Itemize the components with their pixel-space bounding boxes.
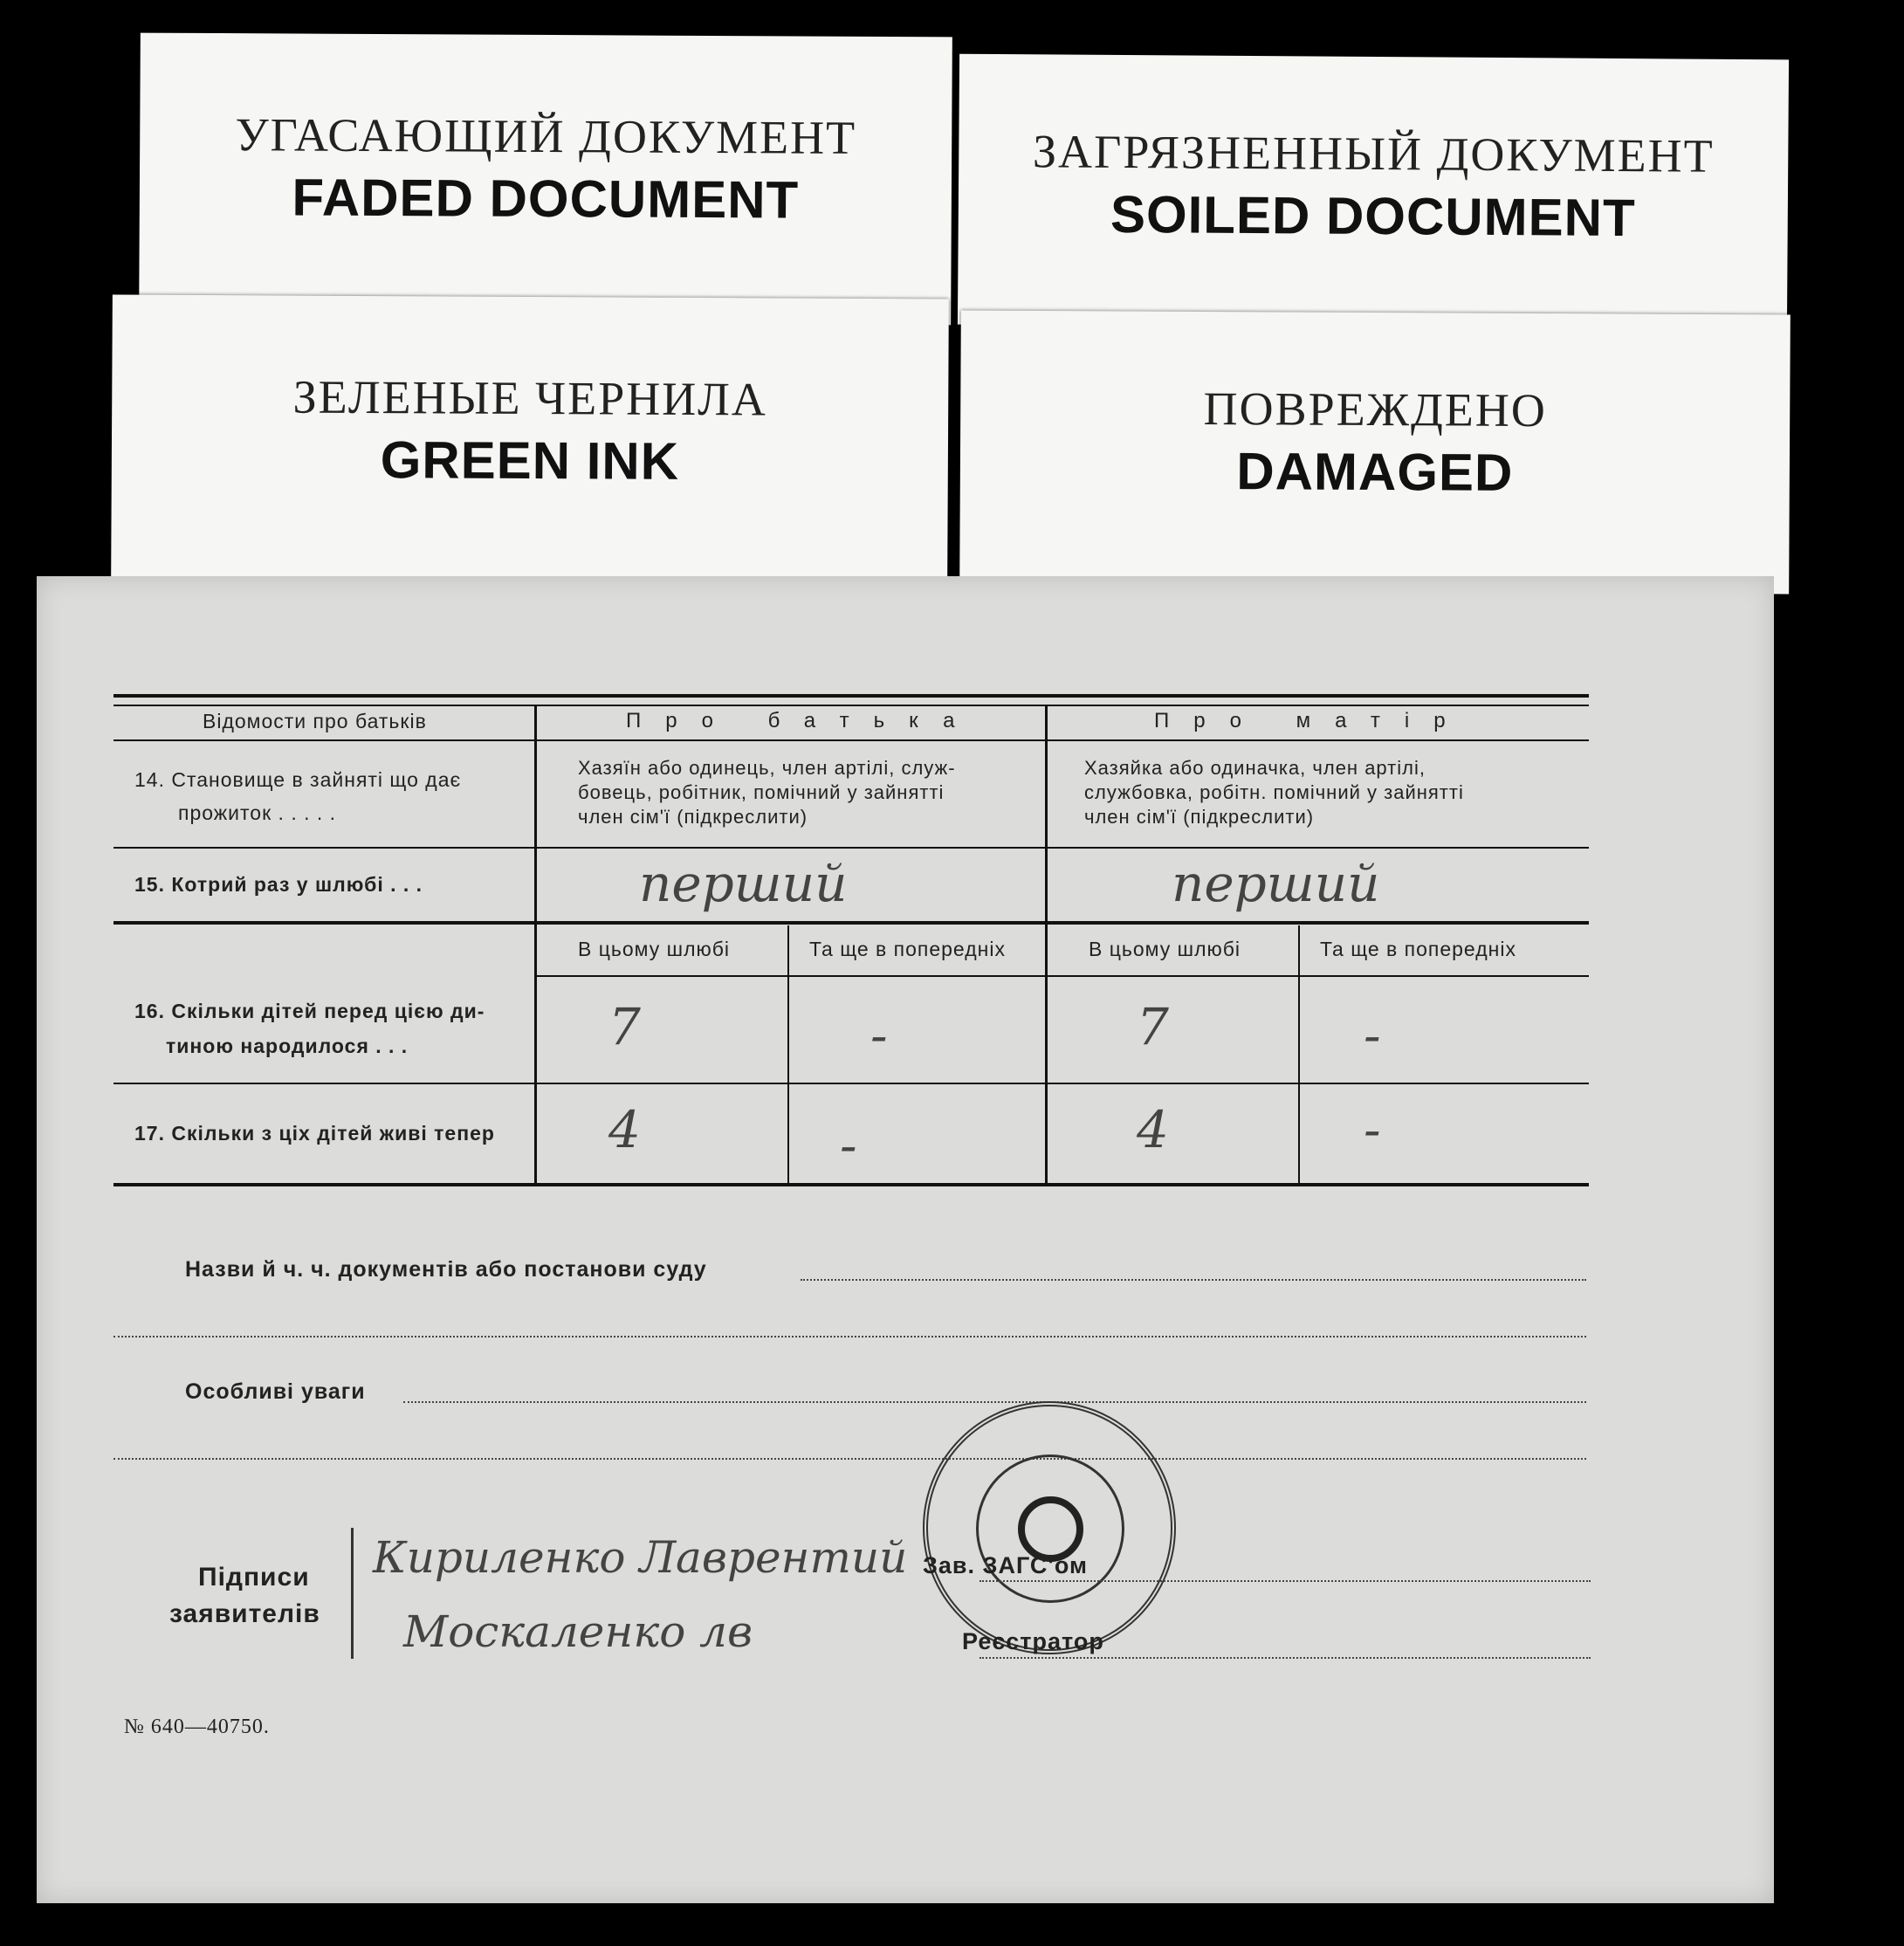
registrar-label: Реєстратор xyxy=(962,1628,1104,1654)
header-about-father: Про батька xyxy=(626,709,979,732)
notes-label: Особливі уваги xyxy=(185,1379,366,1404)
header-about-mother: Про матір xyxy=(1154,709,1470,732)
official-seal-stamp xyxy=(923,1401,1176,1654)
row16-mother-prev: - xyxy=(1364,1006,1381,1065)
row16-label-line2: тиною народилося . . . xyxy=(166,1035,409,1057)
row15-mother-value: перший xyxy=(1172,854,1380,913)
documents-line-2 xyxy=(113,1336,1586,1337)
row14-label-line1: 14. Становище в зайняті що дає xyxy=(134,768,462,791)
row15-label: 15. Котрий раз у шлюбі . . . xyxy=(134,873,423,896)
table-bottom-rule xyxy=(113,1183,1589,1186)
col-divider-1 xyxy=(534,705,537,1185)
row14-rule xyxy=(113,847,1589,849)
row16-label-line1: 16. Скільки дітей перед цією ди- xyxy=(134,1000,485,1022)
faded-en-label: FADED DOCUMENT xyxy=(292,168,800,230)
damaged-card xyxy=(959,311,1791,595)
green-ink-card xyxy=(111,294,949,587)
table-top-rule xyxy=(113,694,1589,698)
soiled-en-label: SOILED DOCUMENT xyxy=(1110,184,1636,248)
subheader-father-prev: Та ще в попередніх xyxy=(809,938,1006,960)
head-of-registry-label: Зав. ЗАГС'ом xyxy=(923,1552,1088,1578)
row14-label-line2: прожиток . . . . . xyxy=(178,801,337,824)
row16-rule xyxy=(113,1083,1589,1084)
col-divider-2 xyxy=(1045,705,1048,1185)
row17-father-this: 4 xyxy=(608,1100,641,1159)
row16-father-this: 7 xyxy=(608,997,641,1056)
row14-father-line3: член сім'ї (підкреслити) xyxy=(578,806,808,828)
row14-mother-line2: службовка, робітн. помічний у зайнятті xyxy=(1084,781,1464,803)
signature-brace xyxy=(351,1528,354,1659)
row17-label: 17. Скільки з ціх дітей живі тепер xyxy=(134,1122,495,1145)
subheader-mother-this: В цьому шлюбі xyxy=(1089,938,1241,960)
head-signature-line xyxy=(979,1580,1591,1582)
damaged-en-label: DAMAGED xyxy=(1236,442,1514,502)
subheader-rule xyxy=(534,975,1589,977)
header-rule xyxy=(113,739,1589,741)
green-ru-label: ЗЕЛЕНЫЕ ЧЕРНИЛА xyxy=(292,370,768,426)
table-top-rule-thin xyxy=(113,705,1589,706)
registry-form-sheet xyxy=(37,576,1774,1903)
signatures-label-line2: заявителів xyxy=(169,1599,320,1628)
row17-father-prev: - xyxy=(840,1116,857,1175)
row14-mother-line1: Хазяйка або одиначка, член артілі, xyxy=(1084,757,1426,779)
col-divider-3 xyxy=(787,925,789,1183)
soiled-document-card xyxy=(958,54,1789,331)
green-en-label: GREEN INK xyxy=(380,430,680,491)
signatures-label-line1: Підписи xyxy=(198,1563,310,1592)
row15-father-value: перший xyxy=(639,854,848,913)
row14-mother-line3: член сім'ї (підкреслити) xyxy=(1084,806,1315,828)
soiled-ru-label: ЗАГРЯЗНЕННЫЙ ДОКУМЕНТ xyxy=(1032,125,1715,182)
row14-father-line2: бовець, робітник, помічний у зайнятті xyxy=(578,781,945,803)
registrar-signature-line xyxy=(979,1657,1591,1659)
form-number: № 640—40750. xyxy=(124,1716,270,1738)
row15-rule xyxy=(113,921,1589,925)
row16-father-prev: - xyxy=(870,1006,888,1065)
row17-mother-this: 4 xyxy=(1137,1100,1169,1159)
notes-line-2 xyxy=(113,1458,1586,1460)
row14-father-line1: Хазяїн або одинець, член артілі, служ- xyxy=(578,757,956,779)
damaged-ru-label: ПОВРЕЖДЕНО xyxy=(1203,382,1548,437)
row17-mother-prev: - xyxy=(1364,1100,1381,1159)
notes-line-1 xyxy=(403,1401,1586,1403)
subheader-father-this: В цьому шлюбі xyxy=(578,938,731,960)
documents-line-1 xyxy=(801,1279,1586,1281)
row16-mother-this: 7 xyxy=(1137,997,1169,1056)
documents-label: Назви й ч. ч. документів або постанови суду xyxy=(185,1257,707,1282)
col-divider-4 xyxy=(1298,925,1300,1183)
header-parents-info: Відомости про батьків xyxy=(203,710,427,732)
subheader-mother-prev: Та ще в попередніх xyxy=(1320,938,1516,960)
faded-ru-label: УГАСАЮЩИЙ ДОКУМЕНТ xyxy=(235,108,857,164)
applicant-signature-2: Москаленко лв xyxy=(403,1606,753,1657)
applicant-signature-1: Кириленко Лаврентий xyxy=(373,1532,908,1583)
faded-document-card xyxy=(139,33,952,326)
